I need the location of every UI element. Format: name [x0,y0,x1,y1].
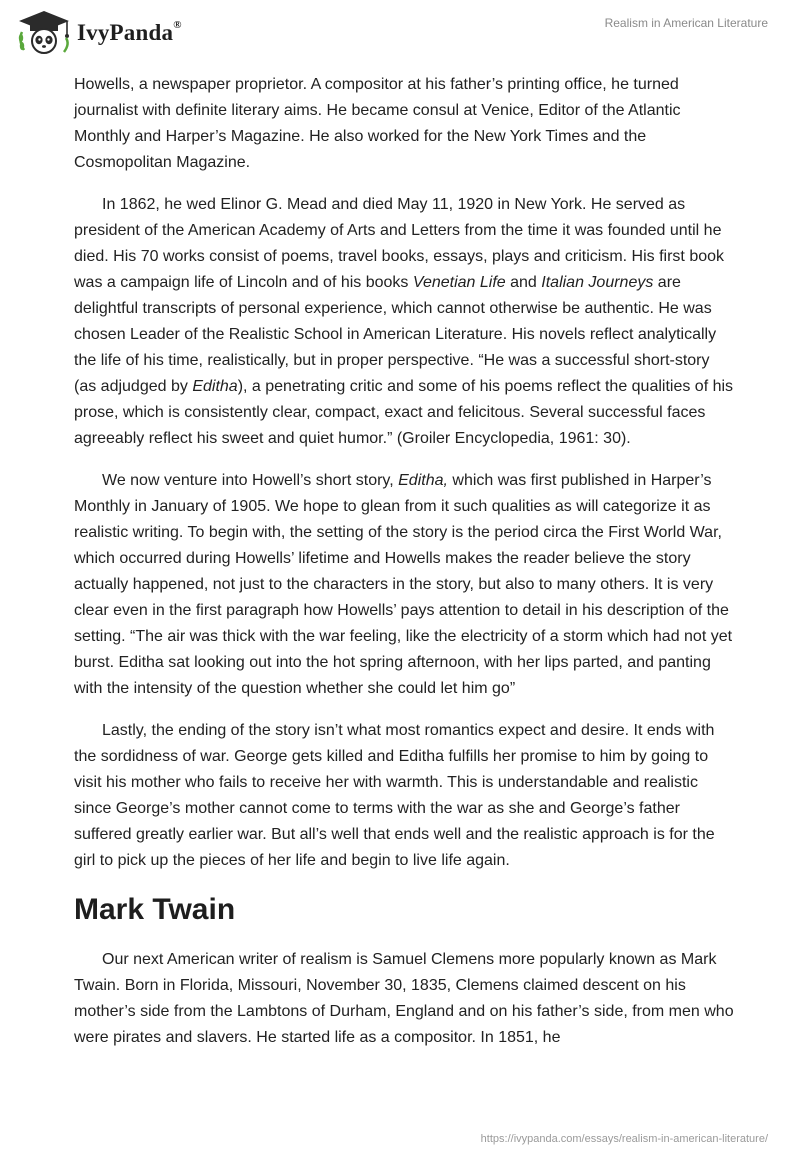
page-header [0,0,800,62]
document-title: Realism in American Literature [604,16,768,30]
book-title: Italian Journeys [541,274,654,291]
graduation-cap-panda-icon[interactable] [14,8,74,56]
paragraph [74,468,734,702]
paragraph [74,192,734,452]
book-title: Editha [192,378,238,395]
section-heading: Mark Twain [74,893,236,926]
brand-text: IvyPanda [77,20,174,45]
text-run: We now venture into Howell’s short story, [102,472,399,489]
book-title: Venetian Life [412,274,506,291]
text-run: In 1862, he wed Elinor G. Mead and died May 11, 1920 in New York. He served as president of the American Academy of Arts and Letters from the time it was founded until he died. His 70 works consist of poems, travel books, essays, plays and criticism. His first book was a campaign life of Lincoln and of his books [74,196,725,291]
text-run: and [505,274,542,291]
essay-body [74,72,734,1067]
text-run: which was first published in Harper’s Monthly in January of 1905. We hope to glean from it such qualities as will categorize it as realistic writing. To begin with, the setting of the story is the period circa the First World War, which occurred during Howells’ lifetime and Howells makes the reader believe the story actually happened, not just to the characters in the story, but also to many others. It is very clear even in the first paragraph how Howells’ pays attention to detail in his description of the setting. “The air was thick with the war feeling, like the electricity of a storm which had not yet burst. Editha sat looking out into the hot spring afternoon, with her lips parted, and panting with the intensity of the question whether she could let him go” [74,472,733,697]
text-run: are delightful transcripts of personal experience, which cannot otherwise be authentic. He was chosen Leader of the Realistic School in American Literature. His novels reflect analytically the life of his time, realistically, but in proper perspective. “He was a successful short-story (as adjudged by [74,274,717,395]
paragraph: Lastly, the ending of the story isn’t what most romantics expect and desire. It ends with the sordidness of war. George gets killed and Editha fulfills her promise to him by going to visit his mother who fails to receive her with warmth. This is understandable and realistic since George’s mother cannot come to terms with the war as she and George’s father suffered greatly earlier war. But all’s well that ends well and the realistic approach is for the girl to pick up the pieces of her life and begin to live life again. [74,722,715,869]
paragraph: Our next American writer of realism is Samuel Clemens more popularly known as Mark Twain. Born in Florida, Missouri, November 30, 1835, Clemens claimed descent on his mother’s side from the Lambtons of Durham, England and on his father’s side, from men who were pirates and slavers. He started life as a compositor. In 1851, he [74,951,734,1046]
brand-name[interactable] [77,20,182,46]
source-url[interactable]: https://ivypanda.com/essays/realism-in-american-literature/ [480,1133,768,1145]
text-run: ), a penetrating critic and some of his poems reflect the qualities of his prose, which is consistently clear, compact, exact and felicitous. Several successful faces agreeably reflect his sweet and quiet humor.” (Groiler Encyclopedia, 1961: 30). [74,378,734,447]
trademark-symbol: ® [173,19,182,32]
paragraph: Howells, a newspaper proprietor. A compositor at his father’s printing office, he turned journalist with definite literary aims. He became consul at Venice, Editor of the Atlantic Monthly and Harper’s Magazine. He also worked for the New York Times and the Cosmopolitan Magazine. [74,76,681,171]
book-title: Editha, [398,472,448,489]
